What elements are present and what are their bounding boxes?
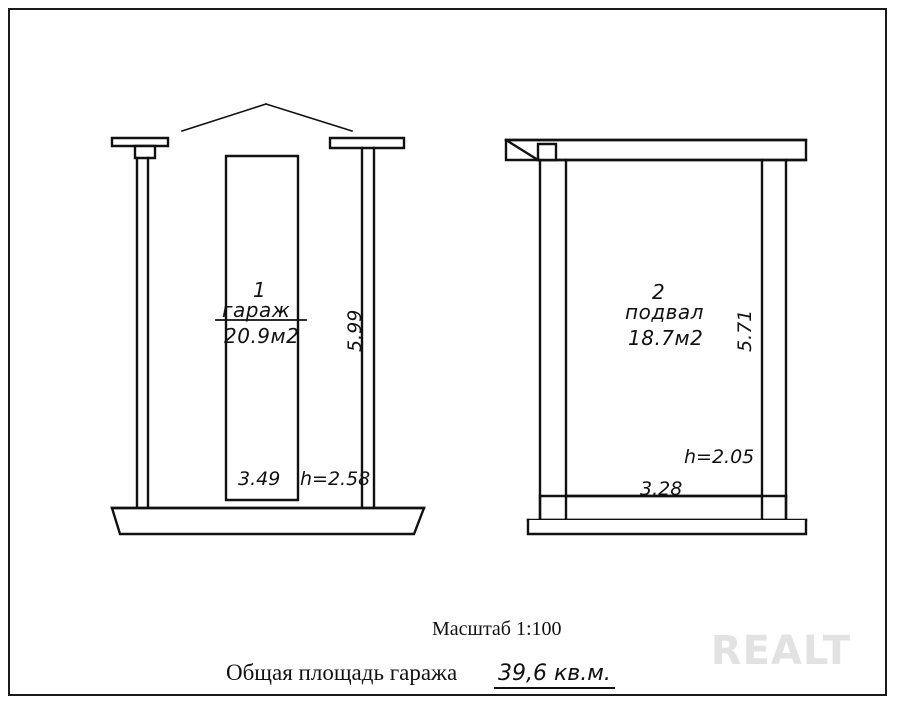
room-1-width: 3.49 xyxy=(238,468,281,490)
realt-watermark xyxy=(711,628,851,674)
watermark-text: REALT xyxy=(710,628,851,674)
room-1-area: 20.9м2 xyxy=(224,324,300,348)
room-2-length: 5.71 xyxy=(734,309,756,352)
room-2-name: подвал xyxy=(625,300,704,324)
scale-label: Масштаб 1:100 xyxy=(432,618,562,640)
total-area-label: Общая площадь гаража xyxy=(226,660,458,685)
room-1-number: 1 xyxy=(253,278,267,302)
room-2-height: h=2.05 xyxy=(684,446,755,468)
room-2-area: 18.7м2 xyxy=(628,326,704,350)
room-1-height: h=2.58 xyxy=(300,468,371,490)
room-2-width: 3.28 xyxy=(640,478,683,500)
room-2-number: 2 xyxy=(652,280,666,304)
total-area-value: 39,6 кв.м. xyxy=(494,661,615,689)
room-1-length: 5.99 xyxy=(344,309,366,352)
room-1-name: гараж xyxy=(222,298,291,322)
